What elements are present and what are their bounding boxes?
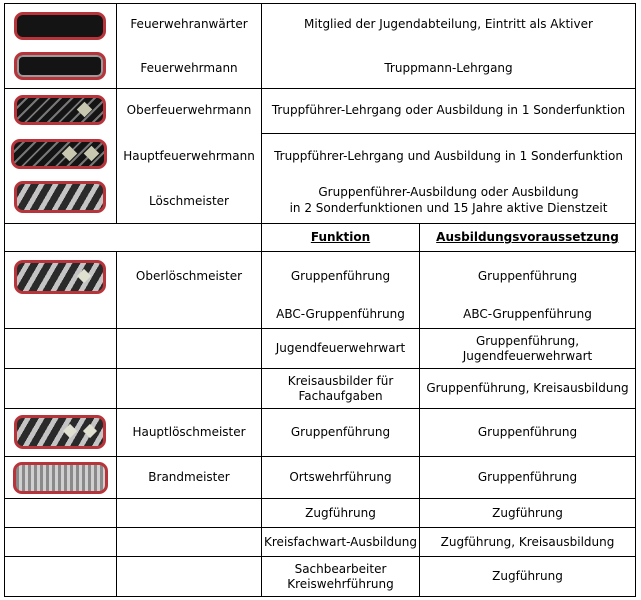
epaulette-brandmeister-image bbox=[13, 462, 108, 494]
rank-name-feuerwehranwaerter: Feuerwehranwärter bbox=[130, 17, 248, 31]
rank-name-feuerwehrmann: Feuerwehrmann bbox=[140, 61, 238, 75]
epaulette-oberfeuerwehrmann-image bbox=[14, 95, 106, 125]
ausbildung-jfw-line2: Jugendfeuerwehrwart bbox=[462, 348, 593, 363]
header-ausbildung: Ausbildungsvoraussetzung bbox=[436, 230, 619, 244]
ausbildung-cell bbox=[419, 328, 636, 369]
funktion-zf: Zugführung bbox=[305, 505, 376, 520]
rank-name-cell bbox=[116, 498, 262, 528]
header-funktion-cell bbox=[261, 223, 420, 252]
header-blank-cell bbox=[4, 223, 262, 252]
requirement-cell bbox=[261, 3, 636, 89]
insignia-cell bbox=[4, 328, 117, 369]
ausbildung-cell bbox=[419, 527, 636, 557]
header-funktion: Funktion bbox=[310, 230, 371, 244]
rank-name-oberloeschmeister: Oberlöschmeister bbox=[135, 269, 243, 283]
epaulette-feuerwehrmann-image bbox=[14, 52, 106, 80]
insignia-cell bbox=[4, 527, 117, 557]
requirement-loeschmeister-line1: Gruppenführer-Ausbildung oder Ausbildung bbox=[318, 185, 579, 199]
ausbildung-sb: Zugführung bbox=[492, 569, 563, 583]
rank-name-hauptfeuerwehrmann: Hauptfeuerwehrmann bbox=[123, 149, 255, 163]
funktion-jugendfeuerwehrwart: Jugendfeuerwehrwart bbox=[275, 341, 406, 355]
insignia-cell bbox=[4, 408, 117, 457]
rank-name-oberfeuerwehrmann: Oberfeuerwehrmann bbox=[126, 103, 252, 117]
insignia-cell bbox=[4, 251, 117, 329]
rank-name-cell bbox=[116, 456, 262, 499]
insignia-cell bbox=[4, 498, 117, 528]
ausbildung-gruppenfuehrung: Gruppenführung bbox=[477, 269, 578, 283]
insignia-cell bbox=[4, 3, 117, 89]
funktion-bm: Ortswehrführung bbox=[289, 470, 392, 484]
ausbildung-zf: Zugführung bbox=[492, 505, 563, 520]
rank-name-cell bbox=[116, 251, 262, 329]
rank-name-hauptloeschmeister: Hauptlöschmeister bbox=[132, 425, 246, 439]
epaulette-hauptloeschmeister-image bbox=[14, 415, 106, 449]
requirement-oberfeuerwehrmann: Truppführer-Lehrgang oder Ausbildung in 1 Sonderfunktion bbox=[271, 103, 626, 117]
ausbildung-hlm: Gruppenführung bbox=[477, 425, 578, 439]
funktion-cell bbox=[261, 498, 420, 528]
funktion-kreisausbilder-line1: Kreisausbilder für bbox=[287, 373, 394, 388]
insignia-cell bbox=[4, 556, 117, 597]
funktion-cell bbox=[261, 251, 420, 329]
ausbildung-cell bbox=[419, 368, 636, 409]
ausbildung-cell bbox=[419, 251, 636, 329]
funktion-cell bbox=[261, 408, 420, 457]
insignia-cell bbox=[4, 368, 117, 409]
rank-name-cell bbox=[116, 556, 262, 597]
funktion-sb-line1: Sachbearbeiter bbox=[294, 561, 387, 576]
epaulette-loeschmeister-image bbox=[14, 181, 106, 213]
rank-name-cell bbox=[116, 3, 262, 89]
funktion-cell bbox=[261, 368, 420, 409]
funktion-kfw: Kreisfachwart-Ausbildung bbox=[264, 534, 417, 549]
rank-name-cell bbox=[116, 527, 262, 557]
rank-name-cell bbox=[116, 328, 262, 369]
requirement-feuerwehrmann: Truppmann-Lehrgang bbox=[384, 61, 513, 75]
insignia-cell bbox=[4, 88, 117, 224]
insignia-cell bbox=[4, 456, 117, 499]
funktion-cell bbox=[261, 456, 420, 499]
funktion-cell bbox=[261, 527, 420, 557]
rank-name-cell bbox=[116, 408, 262, 457]
ausbildung-kfw: Zugführung, Kreisausbildung bbox=[440, 534, 615, 549]
rank-name-cell bbox=[116, 368, 262, 409]
requirement-cell bbox=[261, 88, 636, 134]
epaulette-hauptfeuerwehrmann-image bbox=[11, 139, 107, 169]
requirement-hauptfeuerwehrmann: Truppführer-Lehrgang und Ausbildung in 1 Sonderfunktion bbox=[274, 149, 623, 163]
ausbildung-cell bbox=[419, 408, 636, 457]
ausbildung-cell bbox=[419, 556, 636, 597]
ausbildung-jfw-line1: Gruppenführung, bbox=[475, 333, 580, 348]
requirement-cell bbox=[261, 133, 636, 224]
funktion-sb-line2: Kreiswehrführung bbox=[287, 576, 394, 591]
funktion-gruppenfuehrung: Gruppenführung bbox=[290, 269, 391, 283]
rank-name-loeschmeister: Löschmeister bbox=[149, 194, 229, 208]
funktion-hlm: Gruppenführung bbox=[290, 425, 391, 439]
header-ausbildung-cell bbox=[419, 223, 636, 252]
ausbildung-bm: Gruppenführung bbox=[477, 470, 578, 484]
ausbildung-cell bbox=[419, 498, 636, 528]
funktion-kreisausbilder-line2: Fachaufgaben bbox=[298, 388, 383, 403]
funktion-cell bbox=[261, 556, 420, 597]
rank-name-cell bbox=[116, 88, 262, 224]
rank-name-brandmeister: Brandmeister bbox=[148, 470, 230, 484]
funktion-cell bbox=[261, 328, 420, 369]
requirement-feuerwehranwaerter: Mitglied der Jugendabteilung, Eintritt als Aktiver bbox=[304, 17, 593, 31]
funktion-abc-gruppenfuehrung: ABC-Gruppenführung bbox=[276, 307, 405, 321]
ausbildung-abc-gruppenfuehrung: ABC-Gruppenführung bbox=[463, 307, 592, 321]
epaulette-oberloeschmeister-image bbox=[14, 260, 106, 294]
epaulette-feuerwehranwaerter-image bbox=[14, 12, 106, 40]
ausbildung-kreisausbilder: Gruppenführung, Kreisausbildung bbox=[426, 381, 629, 395]
requirement-loeschmeister-line2: in 2 Sonderfunktionen und 15 Jahre aktive Dienstzeit bbox=[289, 201, 608, 215]
ausbildung-cell bbox=[419, 456, 636, 499]
